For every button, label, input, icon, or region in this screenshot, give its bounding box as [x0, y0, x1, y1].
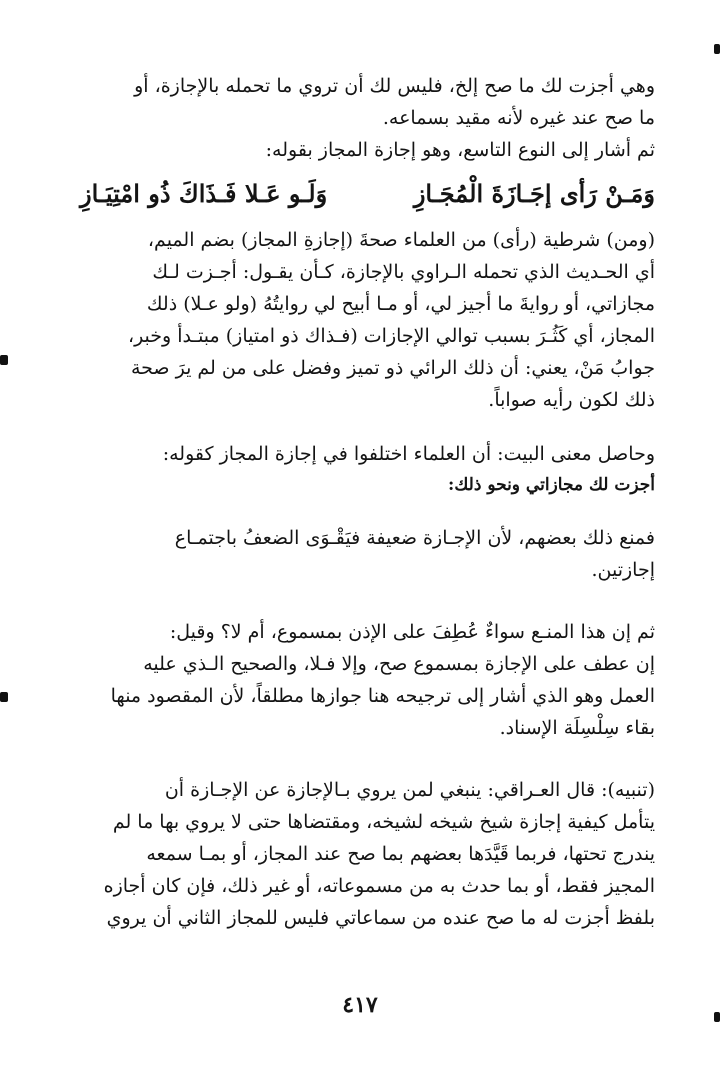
text-line: المجاز، أي كَثُـرَ بسبب توالي الإجازات (فـذاك ذو امتياز) مبتـدأ وخبر،	[127, 325, 655, 347]
text-line: (تنبيه): قال العـراقي: ينبغي لمن يروي بـالإجازة عن الإجـازة أن	[164, 779, 655, 801]
text-line: ذلك لكون رأيه صواباً.	[488, 389, 655, 411]
poem-verse	[80, 174, 655, 214]
text-line: يندرج تحتها، فربما قَيَّدَها بعضهم بما صح عند المجاز، أو بمـا سمعه	[146, 843, 655, 865]
binding-mark	[0, 355, 8, 365]
page-body	[80, 70, 655, 1070]
text-line: وحاصل معنى البيت: أن العلماء اختلفوا في إجازة المجاز كقوله:	[162, 443, 655, 465]
text-line: وهي أجزت لك ما صح إلخ، فليس لك أن تروي ما تحمله بالإجازة، أو	[134, 75, 655, 97]
text-line: فمنع ذلك بعضهم، لأن الإجـازة ضعيفة فيَقْـوَى الضعفُ باجتمـاع	[174, 527, 655, 549]
text-line: جوابُ مَنْ، يعني: أن ذلك الرائي ذو تميز وفضل على من لم يرَ صحة	[130, 357, 655, 379]
text-line: المجيز فقط، أو بما حدث به من مسموعاته، أو غير ذلك، فإن كان أجازه	[103, 875, 655, 897]
verse-first-hemistich: وَمَـنْ رَأى إجَـازَةَ الْمُجَـازِ	[413, 179, 655, 208]
page-number: ٤١٧	[342, 992, 378, 1018]
binding-mark	[714, 44, 720, 54]
verse-second-hemistich: وَلَـو عَـلا فَـذَاكَ ذُو امْتِيَـازِ	[80, 179, 328, 208]
paragraph-ruling	[80, 616, 655, 744]
text-line: ما صح عند غيره لأنه مقيد بسماعه.	[382, 107, 655, 129]
text-line: بلفظ أجزت له ما صح عنده من سماعاتي فليس للمجاز الثاني أن يروي	[106, 907, 655, 929]
text-line: يتأمل كيفية إجازة شيخ شيخه لشيخه، ومقتضاها حتى لا يروي بها ما لم	[112, 811, 655, 833]
binding-mark	[714, 1012, 720, 1022]
binding-mark	[0, 692, 8, 702]
paragraph-commentary	[80, 224, 655, 416]
text-line: العمل وهو الذي أشار إلى ترجيحه هنا جوازها مطلقاً، لأن المقصود منها	[110, 685, 655, 707]
text-line: إن عطف على الإجازة بمسموع صح، وإلا فـلا، والصحيح الـذي عليه	[143, 653, 655, 675]
text-line: إجازتين.	[591, 559, 655, 581]
paragraph-summary	[80, 438, 655, 500]
paragraph-prohibition	[80, 522, 655, 586]
text-line: بقاء سِلْسِلَة الإسناد.	[499, 717, 655, 739]
text-line: مجازاتي، أو روايةَ ما أجيز لي، أو مـا أبيح لي روايتُهُ (ولو عـلا) ذلك	[146, 293, 655, 315]
paragraph-intro	[80, 70, 655, 166]
example-quote: أجزت لك مجازاتي ونحو ذلك:	[448, 475, 655, 495]
text-line: ثم إن هذا المنـع سواءٌ عُطِفَ على الإذن بمسموع، أم لا؟ وقيل:	[169, 621, 655, 643]
text-line: أي الحـديث الذي تحمله الـراوي بالإجازة، كـأن يقـول: أجـزت لـك	[152, 261, 655, 283]
paragraph-note	[80, 774, 655, 934]
text-line: (ومن) شرطية (رأى) من العلماء صحةَ (إجازةِ المجاز) بضم الميم،	[147, 229, 655, 251]
text-line: ثم أشار إلى النوع التاسع، وهو إجازة المجاز بقوله:	[265, 139, 655, 161]
